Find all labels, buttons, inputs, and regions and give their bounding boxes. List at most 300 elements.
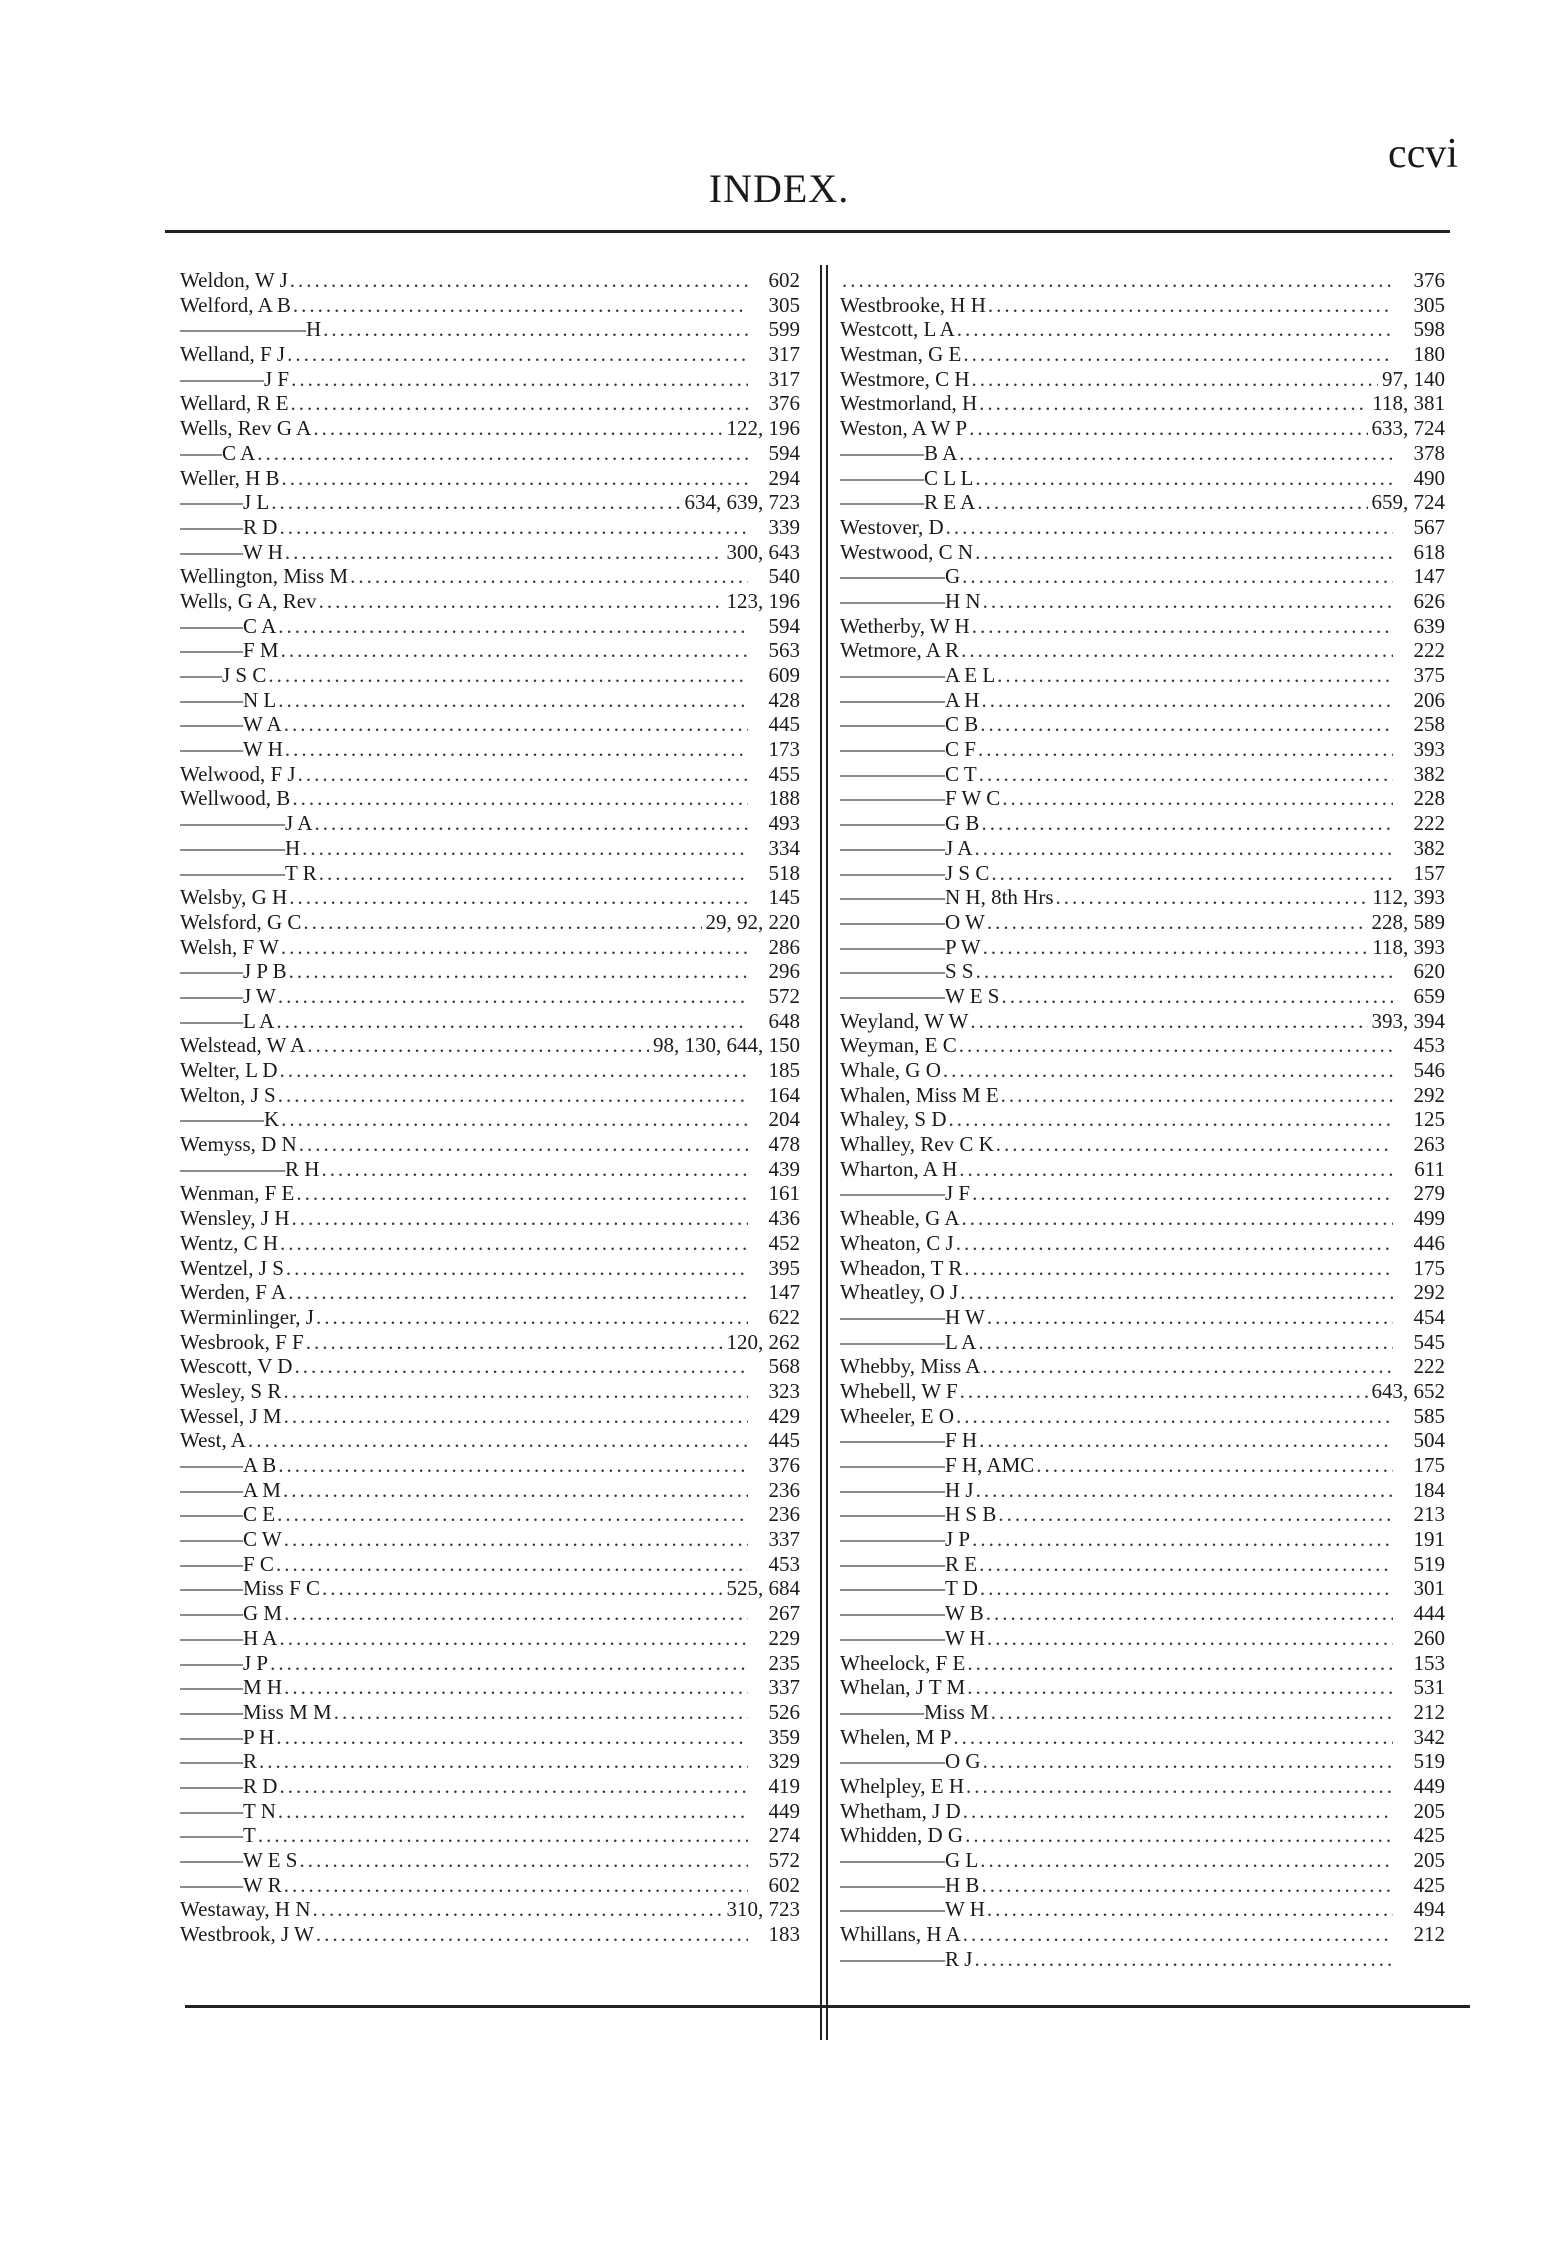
entry-name: Wescott, V D (180, 1354, 293, 1379)
entry-name: Wheeler, E O (840, 1403, 955, 1428)
entry-name: Wellington, Miss M (180, 564, 349, 589)
entry-pages: 206 (1413, 687, 1445, 712)
index-entry (840, 1799, 1445, 1824)
index-entry (180, 589, 800, 614)
leader-dots (954, 1231, 1393, 1256)
index-entry (180, 1453, 800, 1478)
entry-name: —————C B (840, 712, 979, 737)
index-entry (840, 1651, 1445, 1676)
entry-pages: 359 (768, 1724, 800, 1749)
entry-pages: 490 (1413, 465, 1445, 490)
leader-dots (289, 367, 748, 392)
entry-name: Welsford, G C (180, 909, 302, 934)
leader-dots (961, 1799, 1393, 1824)
entry-name: Westmorland, H (840, 391, 978, 416)
entry-name: —————R H (180, 1156, 320, 1181)
entry-name: Westmore, C H (840, 366, 970, 391)
leader-dots (255, 441, 748, 466)
index-entry (180, 1675, 800, 1700)
entry-pages: 337 (768, 1527, 800, 1552)
leader-dots (974, 1478, 1393, 1503)
entry-pages: 525, 684 (726, 1576, 800, 1601)
entry-name: Westwood, C N (840, 539, 974, 564)
entry-name: Weston, A W P (840, 416, 968, 441)
leader-dots (278, 1058, 748, 1083)
leader-dots (294, 1181, 748, 1206)
index-entry (180, 1552, 800, 1577)
index-entry (180, 935, 800, 960)
entry-name: ———C E (180, 1502, 276, 1527)
entry-name: Wentzel, J S (180, 1255, 284, 1280)
leader-dots (282, 1873, 748, 1898)
entry-pages: 279 (1413, 1181, 1445, 1206)
leader-dots (973, 540, 1393, 565)
entry-name: ———J P B (180, 959, 287, 984)
entry-name: —————W E S (840, 983, 1000, 1008)
index-entry (840, 1256, 1445, 1281)
index-entry (840, 1922, 1445, 1947)
entry-name: Whalen, Miss M E (840, 1082, 999, 1107)
index-entry (840, 1206, 1445, 1231)
index-entry (180, 984, 800, 1009)
index-entry (840, 1873, 1445, 1898)
index-entry (840, 1725, 1445, 1750)
leader-dots (996, 1502, 1393, 1527)
leader-dots (269, 490, 680, 515)
leader-dots (275, 1502, 748, 1527)
entry-name: —————S S (840, 959, 974, 984)
index-entry (840, 564, 1445, 589)
index-entry (180, 317, 800, 342)
leader-dots (292, 1354, 748, 1379)
entry-pages: 153 (1413, 1650, 1445, 1675)
leader-dots (968, 1009, 1367, 1034)
index-entry (180, 959, 800, 984)
index-entry (180, 1206, 800, 1231)
entry-name: Whebell, W F (840, 1378, 958, 1403)
index-entry (180, 1280, 800, 1305)
index-entry (180, 1132, 800, 1157)
entry-name: Werminlinger, J (180, 1304, 314, 1329)
leader-dots (314, 1305, 748, 1330)
entry-name: Whelpley, E H (840, 1773, 965, 1798)
index-entry (180, 1626, 800, 1651)
leader-dots (287, 959, 748, 984)
leader-dots (288, 268, 748, 293)
leader-dots (957, 1033, 1393, 1058)
entry-name: ———R D (180, 514, 278, 539)
page-number: ccvi (1388, 131, 1458, 177)
entry-pages: 147 (768, 1280, 800, 1305)
index-entry (840, 540, 1445, 565)
entry-pages: 29, 92, 220 (705, 909, 800, 934)
entry-name: —————J P (840, 1527, 971, 1552)
entry-name: Westbrook, J W (180, 1922, 314, 1947)
leader-dots (290, 1206, 748, 1231)
entry-name: West, A (180, 1428, 246, 1453)
index-entry (180, 861, 800, 886)
leader-dots (941, 1058, 1393, 1083)
leader-dots (348, 564, 748, 589)
index-entry (840, 1774, 1445, 1799)
leader-dots (962, 1256, 1393, 1281)
leader-dots (277, 1774, 748, 1799)
entry-name: —————H N (840, 588, 981, 613)
entry-pages: 317 (768, 342, 800, 367)
index-entry (180, 515, 800, 540)
entry-name: Welford, A B (180, 292, 291, 317)
index-entry (180, 1823, 800, 1848)
entry-pages: 305 (768, 292, 800, 317)
entry-name: Wensley, J H (180, 1206, 290, 1231)
index-entry (840, 638, 1445, 663)
entry-pages: 563 (768, 638, 800, 663)
index-entry (180, 910, 800, 935)
leader-dots (977, 762, 1393, 787)
leader-dots (305, 1033, 649, 1058)
leader-dots (958, 1379, 1368, 1404)
entry-pages: 439 (768, 1156, 800, 1181)
index-entry (180, 490, 800, 515)
entry-name: Welland, F J (180, 342, 286, 367)
entry-name: —————J A (180, 811, 313, 836)
index-entry (840, 1033, 1445, 1058)
entry-pages: 180 (1413, 342, 1445, 367)
entry-pages: 376 (768, 391, 800, 416)
entry-pages: 519 (1413, 1749, 1445, 1774)
entry-name: Whaley, S D (840, 1107, 947, 1132)
bottom-rule (185, 2005, 1470, 2008)
entry-pages: 478 (768, 1132, 800, 1157)
entry-name: ————C L L (840, 465, 974, 490)
entry-name: —————W B (840, 1601, 984, 1626)
index-entry (840, 1132, 1445, 1157)
leader-dots (300, 836, 748, 861)
entry-name: Welwood, F J (180, 761, 296, 786)
entry-pages: 205 (1413, 1798, 1445, 1823)
entry-pages: 191 (1413, 1527, 1445, 1552)
entry-name: Weyman, E C (840, 1033, 957, 1058)
index-entry (840, 1231, 1445, 1256)
index-entry (180, 1922, 800, 1947)
entry-pages: 317 (768, 366, 800, 391)
index-entry (840, 762, 1445, 787)
index-entry (180, 1231, 800, 1256)
entry-pages: 419 (768, 1773, 800, 1798)
index-entry (840, 1428, 1445, 1453)
entry-pages: 292 (1413, 1280, 1445, 1305)
entry-pages: 235 (768, 1650, 800, 1675)
leader-dots (970, 1181, 1393, 1206)
leader-dots (287, 885, 748, 910)
leader-dots (281, 1379, 748, 1404)
leader-dots (320, 1576, 722, 1601)
entry-pages: 263 (1413, 1132, 1445, 1157)
entry-pages: 444 (1413, 1601, 1445, 1626)
index-entry (840, 984, 1445, 1009)
leader-dots (297, 1132, 748, 1157)
leader-dots (319, 1157, 748, 1182)
leader-dots (281, 1478, 748, 1503)
entry-name: Whidden, D G (840, 1823, 964, 1848)
entry-name: —————G B (840, 811, 980, 836)
leader-dots (951, 1725, 1393, 1750)
entry-name: ———J P (180, 1650, 269, 1675)
entry-name: Westaway, H N (180, 1897, 311, 1922)
entry-pages: 518 (768, 860, 800, 885)
entry-name: ———H A (180, 1625, 278, 1650)
leader-dots (958, 1280, 1393, 1305)
entry-name: —————G L (840, 1848, 979, 1872)
index-entry (180, 614, 800, 639)
entry-name: Welton, J S (180, 1082, 276, 1107)
leader-dots (977, 1428, 1393, 1453)
index-entry (840, 1823, 1445, 1848)
entry-pages: 267 (768, 1601, 800, 1626)
entry-pages: 395 (768, 1255, 800, 1280)
entry-pages: 585 (1413, 1403, 1445, 1428)
entry-pages: 428 (768, 687, 800, 712)
entry-name: Wellwood, B (180, 786, 291, 811)
index-entry (840, 786, 1445, 811)
index-entry (840, 589, 1445, 614)
entry-pages: 337 (768, 1675, 800, 1700)
entry-pages: 236 (768, 1477, 800, 1502)
entry-pages: 620 (1413, 959, 1445, 984)
index-entry (840, 1626, 1445, 1651)
entry-pages: 123, 196 (726, 588, 800, 613)
index-entry (840, 1107, 1445, 1132)
index-entry (180, 1256, 800, 1281)
entry-name: ———C A (180, 613, 277, 638)
entry-pages: 376 (1413, 268, 1445, 292)
leader-dots (317, 589, 723, 614)
entry-name: ———W H (180, 737, 283, 762)
index-entry (840, 935, 1445, 960)
index-entry (840, 1157, 1445, 1182)
entry-pages: 157 (1413, 860, 1445, 885)
index-entry (840, 391, 1445, 416)
leader-dots (278, 1231, 748, 1256)
entry-name: —————H (180, 835, 301, 860)
entry-name: ———Miss F C (180, 1576, 321, 1601)
leader-dots (311, 416, 722, 441)
leader-dots (989, 861, 1393, 886)
entry-name: —————H S B (840, 1502, 997, 1527)
index-entry (840, 885, 1445, 910)
index-entry (840, 1502, 1445, 1527)
leader-dots (985, 1305, 1393, 1330)
entry-name: —————F H (840, 1428, 978, 1453)
entry-pages: 567 (1413, 514, 1445, 539)
entry-name: Welstead, W A (180, 1033, 306, 1058)
entry-name: Whillans, H A (840, 1922, 961, 1947)
entry-name: —————T D (840, 1576, 978, 1601)
entry-pages: 188 (768, 786, 800, 811)
index-entry (840, 441, 1445, 466)
entry-pages: 425 (1413, 1872, 1445, 1897)
index-column-left (180, 268, 800, 1998)
leader-dots (279, 935, 748, 960)
entry-name: ————K (180, 1107, 280, 1132)
entry-name: ———C W (180, 1527, 282, 1552)
index-entry (840, 1330, 1445, 1355)
leader-dots (277, 515, 748, 540)
entry-name: ———P H (180, 1724, 275, 1749)
entry-pages: 634, 639, 723 (684, 490, 800, 515)
leader-dots (979, 1873, 1393, 1898)
entry-pages: 618 (1413, 539, 1445, 564)
entry-pages: 493 (768, 811, 800, 836)
index-entry (840, 1478, 1445, 1503)
entry-pages: 329 (768, 1749, 800, 1774)
leader-dots (1054, 885, 1369, 910)
index-entry (180, 1774, 800, 1799)
leader-dots (981, 1749, 1393, 1774)
entry-pages: 622 (768, 1304, 800, 1329)
entry-name: Wheatley, O J (840, 1280, 959, 1305)
index-entry (180, 1058, 800, 1083)
entry-pages: 183 (768, 1922, 800, 1947)
index-column-right (840, 268, 1445, 1998)
leader-dots (285, 342, 748, 367)
entry-name: Wessel, J M (180, 1403, 282, 1428)
entry-name: —————J F (840, 1181, 971, 1206)
entry-name: Weyland, W W (840, 1008, 969, 1033)
leader-dots (989, 1700, 1393, 1725)
index-entry (840, 614, 1445, 639)
index-entry (840, 1280, 1445, 1305)
index-entry (840, 910, 1445, 935)
entry-name: —————G (840, 564, 961, 589)
entry-pages: 301 (1413, 1576, 1445, 1601)
entry-pages: 626 (1413, 588, 1445, 613)
index-entry (840, 1527, 1445, 1552)
entry-pages: 594 (768, 613, 800, 638)
leader-dots (301, 910, 701, 935)
index-entry (840, 1305, 1445, 1330)
index-entry (180, 1897, 800, 1922)
leader-dots (963, 1823, 1393, 1848)
leader-dots (978, 712, 1393, 737)
entry-pages: 526 (768, 1699, 800, 1724)
entry-pages: 286 (768, 934, 800, 959)
entry-name: —————P W (840, 934, 981, 959)
entry-name: —————F H, AMC (840, 1453, 1035, 1477)
leader-dots (994, 1132, 1393, 1157)
leader-dots (279, 638, 748, 663)
leader-dots (311, 1897, 723, 1922)
leader-dots (332, 1700, 748, 1725)
entry-pages: 643, 652 (1371, 1378, 1445, 1403)
entry-name: Werden, F A (180, 1280, 287, 1305)
entry-name: ——————H (180, 317, 322, 342)
leader-dots (985, 1897, 1393, 1922)
entry-name: Weller, H B (180, 465, 280, 490)
entry-name: ———W A (180, 712, 282, 737)
leader-dots (970, 1527, 1393, 1552)
leader-dots (985, 1626, 1393, 1651)
index-entry (180, 1181, 800, 1206)
entry-name: —————J A (840, 835, 973, 860)
index-entry (180, 836, 800, 861)
leader-dots (276, 1799, 748, 1824)
entry-name: Wheadon, T R (840, 1255, 963, 1280)
entry-pages: 436 (768, 1206, 800, 1231)
entry-pages: 292 (1413, 1082, 1445, 1107)
leader-dots (321, 317, 748, 342)
leader-dots (995, 663, 1393, 688)
entry-name: ———W H (180, 539, 283, 564)
entry-pages: 599 (768, 317, 800, 342)
entry-name: Westman, G E (840, 342, 962, 367)
entry-pages: 375 (1413, 663, 1445, 687)
leader-dots (970, 614, 1393, 639)
index-entry (840, 1848, 1445, 1873)
index-entry (840, 663, 1445, 688)
entry-name: Whebby, Miss A (840, 1354, 981, 1379)
entry-name: Wells, Rev G A (180, 416, 312, 441)
entry-pages: 455 (768, 761, 800, 786)
entry-name: ——C A (180, 440, 256, 465)
entry-name: —————H W (840, 1304, 985, 1329)
index-entry (180, 1848, 800, 1873)
leader-dots (975, 490, 1367, 515)
leader-dots (961, 342, 1393, 367)
index-entry (180, 1354, 800, 1379)
leader-dots (257, 1749, 748, 1774)
entry-pages: 659, 724 (1371, 490, 1445, 515)
entry-name: —————L A (840, 1329, 977, 1354)
index-entry (840, 1576, 1445, 1601)
index-entry (180, 688, 800, 713)
leader-dots (297, 1848, 748, 1873)
entry-pages: 376 (768, 1453, 800, 1477)
leader-dots (282, 712, 748, 737)
entry-name: Whetham, J D (840, 1798, 961, 1823)
leader-dots (317, 861, 748, 886)
leader-dots (1034, 1453, 1393, 1478)
index-entry (840, 1947, 1445, 1972)
entry-pages: 120, 262 (726, 1329, 800, 1354)
entry-name: —————A E L (840, 663, 996, 687)
leader-dots (981, 589, 1393, 614)
leader-dots (246, 1428, 748, 1453)
entry-name: ——J S C (180, 663, 267, 687)
leader-dots (289, 391, 748, 416)
entry-pages: 531 (1413, 1675, 1445, 1700)
leader-dots (976, 737, 1393, 762)
entry-pages: 228, 589 (1371, 909, 1445, 934)
entry-name: Wetherby, W H (840, 613, 970, 638)
entry-pages: 602 (768, 1872, 800, 1897)
entry-name: Whelen, M P (840, 1724, 952, 1749)
leader-dots (947, 1107, 1393, 1132)
leader-dots (291, 293, 748, 318)
index-entry (840, 293, 1445, 318)
index-entry (840, 268, 1445, 293)
index-entry (180, 1873, 800, 1898)
entry-name: ————B A (840, 440, 958, 465)
entry-name: Westover, D (840, 514, 944, 539)
leader-dots (266, 663, 748, 688)
entry-name: —————H B (840, 1872, 980, 1897)
entry-pages: 300, 643 (726, 539, 800, 564)
entry-pages: 639 (1413, 613, 1445, 638)
entry-name: Welsby, G H (180, 885, 288, 910)
leader-dots (296, 762, 748, 787)
index-entry (180, 466, 800, 491)
